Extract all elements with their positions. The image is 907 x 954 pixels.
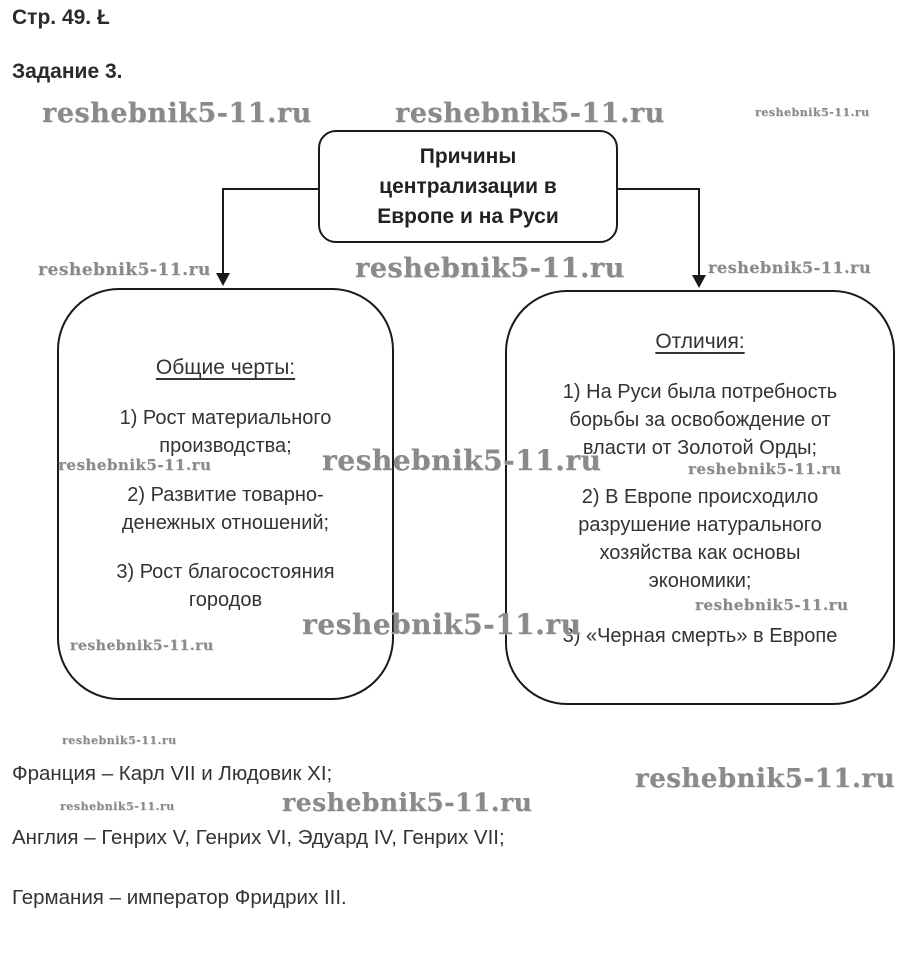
task-title: Задание 3. — [12, 60, 123, 83]
differences-box — [505, 290, 895, 705]
watermark: reshebnik5-11.ru — [635, 764, 896, 794]
watermark: reshebnik5-11.ru — [42, 98, 312, 129]
connector-right-vertical — [698, 188, 700, 276]
watermark: reshebnik5-11.ru — [70, 638, 214, 654]
watermark: reshebnik5-11.ru — [58, 456, 212, 474]
watermark: reshebnik5-11.ru — [755, 106, 870, 119]
page-number-heading: Стр. 49. Ł — [12, 6, 110, 29]
watermark: reshebnik5-11.ru — [695, 596, 849, 614]
watermark: reshebnik5-11.ru — [60, 800, 175, 813]
root-box — [318, 130, 618, 243]
watermark: reshebnik5-11.ru — [708, 258, 872, 277]
difference-item: 1) На Руси была потребность борьбы за освобождение от власти от Золотой Орды; — [562, 381, 838, 459]
connector-right-horizontal — [618, 188, 700, 190]
common-feature-item: 2) Развитие товарно- денежных отношений; — [121, 484, 330, 534]
differences-title: Отличия: — [655, 330, 745, 353]
difference-item: 2) В Европе происходило разрушение натурального хозяйства как основы экономики; — [578, 486, 822, 592]
footer-line-france: Франция – Карл VII и Людовик XI; — [12, 762, 333, 785]
watermark: reshebnik5-11.ru — [322, 444, 602, 477]
root-box-title: Причины централизации в Европе и на Руси — [377, 144, 559, 228]
watermark: reshebnik5-11.ru — [688, 460, 842, 478]
connector-left-vertical — [222, 188, 224, 274]
watermark: reshebnik5-11.ru — [282, 788, 533, 817]
arrow-down-left-icon — [216, 273, 230, 286]
footer-line-germany: Германия – император Фридрих III. — [12, 886, 347, 909]
connector-left-horizontal — [222, 188, 318, 190]
common-feature-item: 1) Рост материального производства; — [119, 407, 332, 457]
watermark: reshebnik5-11.ru — [38, 260, 211, 280]
watermark: reshebnik5-11.ru — [302, 608, 582, 641]
watermark: reshebnik5-11.ru — [355, 253, 625, 284]
difference-item: 3) «Черная смерть» в Европе — [562, 625, 838, 647]
arrow-down-right-icon — [692, 275, 706, 288]
common-feature-item: 3) Рост благосостояния городов — [116, 561, 335, 611]
watermark: reshebnik5-11.ru — [395, 98, 665, 129]
watermark: reshebnik5-11.ru — [62, 734, 177, 747]
common-features-title: Общие черты: — [155, 356, 296, 379]
footer-line-england: Англия – Генрих V, Генрих VI, Эдуард IV, Генрих VII; — [12, 826, 505, 849]
